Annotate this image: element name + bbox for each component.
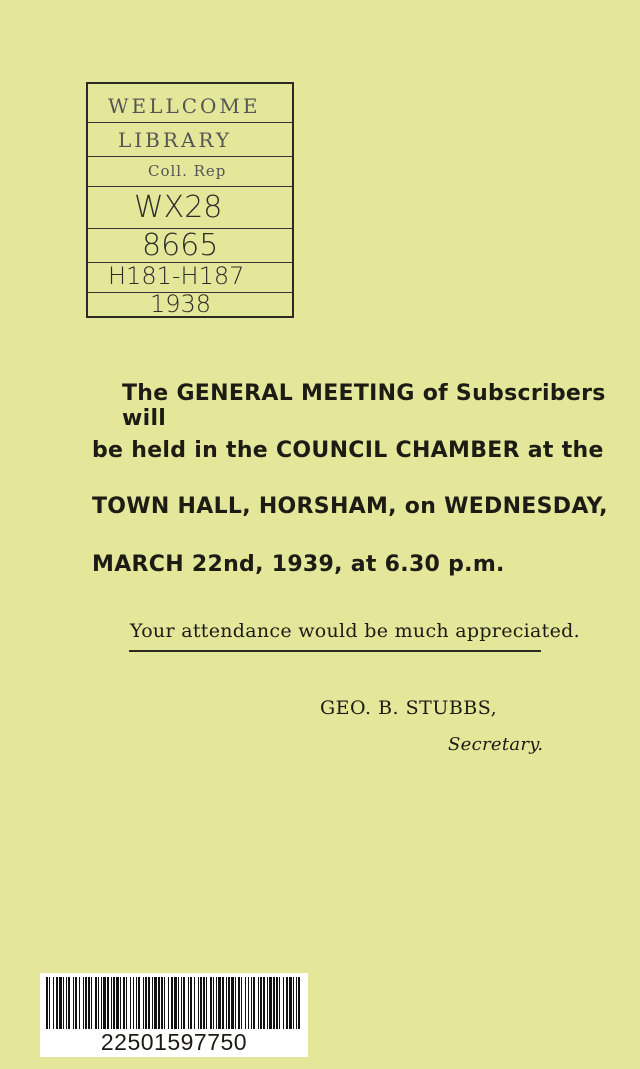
signatory-title: Secretary.	[448, 734, 544, 755]
stamp-line-1: WELLCOME	[108, 94, 261, 118]
signatory-name: GEO. B. STUBBS,	[320, 697, 498, 719]
notice-line-3: TOWN HALL, HORSHAM, on WEDNESDAY,	[92, 494, 608, 519]
stamp-line-3: Coll. Rep	[148, 162, 227, 180]
stamp-handwritten-1: WX28	[134, 190, 223, 225]
notice-line-1: The GENERAL MEETING of Subscribers will	[122, 381, 606, 431]
notice-line-2: be held in the COUNCIL CHAMBER at the	[92, 438, 604, 463]
barcode-bars	[44, 977, 304, 1029]
stamp-handwritten-4: 1938	[150, 290, 212, 318]
underline-rule	[129, 650, 541, 652]
stamp-line-2: LIBRARY	[118, 128, 233, 152]
stamp-handwritten-2: 8665	[142, 228, 219, 263]
stamp-handwritten-3: H181-H187	[108, 262, 245, 290]
attendance-note: Your attendance would be much appreciated.	[130, 620, 580, 642]
barcode	[40, 973, 308, 1057]
library-stamp	[86, 82, 294, 318]
notice-line-4: MARCH 22nd, 1939, at 6.30 p.m.	[92, 552, 505, 577]
barcode-number: 22501597750	[100, 1029, 248, 1055]
